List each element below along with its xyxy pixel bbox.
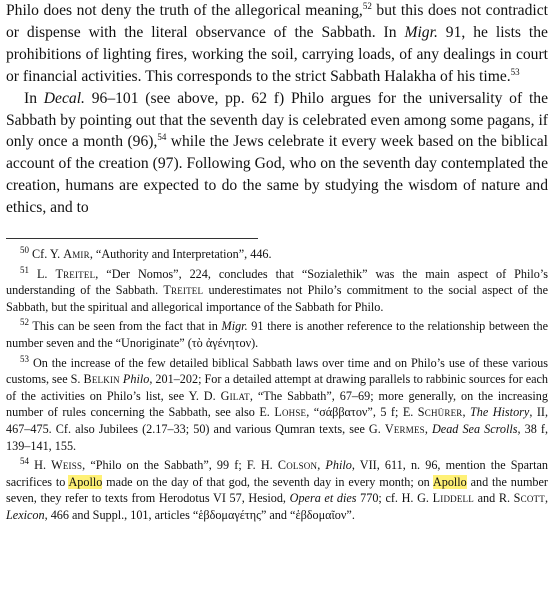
text-run: 91, he lists the prohibitions of lighting fires, working the soil, carrying loads, of any dealings in court or financial activities. This corresponds to the strict Sabbath Halakha of his time.	[6, 23, 548, 85]
text-run: , 38 f, 139–141, 155.	[6, 422, 549, 453]
text-run: , “Philo on the Sabbath”, 99 f; F. H.	[82, 458, 278, 473]
footnote-number: 51	[20, 264, 29, 275]
author-name: Gilat	[220, 388, 250, 403]
author-name: Colson	[277, 458, 318, 473]
author-name: Belkin	[83, 372, 120, 387]
author-name: Weiss	[51, 458, 83, 473]
footnote-50	[6, 246, 548, 263]
text-run: , 466 and Suppl., 101, articles “ἑβδομαγέτης” and “ἑβδομαῖον”.	[44, 507, 355, 522]
text-run: , “Authority and Interpretation”, 446.	[89, 247, 272, 262]
text-run: , VII, 611, n. 96, mention the Spartan sacrifices to	[6, 458, 548, 489]
footnote-ref-53[interactable]: 53	[510, 66, 520, 77]
text-run: In	[24, 89, 44, 107]
footnote-number: 50	[20, 245, 29, 255]
footnote-51	[6, 266, 548, 316]
text-run: and R.	[473, 491, 514, 506]
text-run: , II, 467–475. Cf. also Jubilees (2.17–33; 50) and various Qumran texts, see G.	[6, 405, 548, 436]
search-highlight[interactable]: Apollo	[432, 474, 467, 489]
text-run: 96–101 (see above, pp. 62 f) Philo argues for the universality of the Sabbath by pointing out that the seventh day is celebrated even among some pagans, if only once a month (96),	[6, 89, 548, 151]
footnotes	[6, 246, 548, 524]
author-name: Vermes	[384, 422, 425, 436]
text-run: L.	[29, 266, 56, 281]
author-name: Liddell	[432, 491, 474, 506]
footnote-ref-54[interactable]: 54	[157, 132, 167, 143]
main-text	[6, 0, 548, 219]
author-name: Lohse	[274, 405, 307, 420]
footnote-54	[6, 457, 548, 523]
author-name: Schürer	[417, 405, 463, 420]
text-run: 91 there is another reference to the relationship between the number seven and the “Unoriginate” (τὸ ἀγένητον).	[6, 319, 548, 351]
footnote-ref-52[interactable]: 52	[362, 0, 372, 11]
work-title: Migr.	[221, 319, 248, 334]
work-title: Philo	[122, 372, 150, 387]
work-title: Dead Sea Scrolls	[431, 422, 518, 436]
text-run: but this does not contradict or dispense with the literal observance of the Sabbath. In	[6, 2, 548, 41]
text-run: , “Der Nomos”, 224, concludes that “Sozialethik” was the main aspect of Philo’s understanding of the Sabbath.	[6, 266, 548, 298]
footnote-52	[6, 318, 548, 351]
author-name: Treitel	[163, 283, 204, 298]
text-run: ,	[544, 491, 548, 506]
work-title: The History	[470, 405, 530, 420]
text-run: On the increase of the few detailed biblical Sabbath laws over time and on Philo’s use of these various customs, see S.	[6, 355, 548, 387]
text-run: while the Jews celebrate it every week based on the biblical account of the creation (97). Following God, who on the seventh day contemplated the creation, humans are expected to do the same by studying the wisdom of nature and ethics, and to	[6, 133, 548, 217]
work-title: Lexicon	[6, 507, 45, 522]
text-run: made on the day of that god, the seventh day in every month; on	[102, 474, 433, 489]
text-run: ,	[424, 422, 432, 436]
text-run: , 201–202; For a detailed attempt at drawing parallels to rabbinic sources for each of the activities on Philo’s list, see Y. D.	[6, 372, 549, 403]
text-run: Cf. Y.	[29, 247, 64, 262]
work-title: Opera et dies	[289, 491, 357, 506]
author-name: Treitel	[55, 266, 96, 281]
text-run: ,	[462, 405, 470, 420]
footnote-number: 53	[20, 353, 29, 364]
work-title: Philo	[325, 458, 352, 473]
search-highlight[interactable]: Apollo	[68, 474, 103, 489]
footnote-number: 54	[20, 456, 29, 467]
author-name: Amir	[63, 247, 90, 262]
text-run: 770; cf. H. G.	[356, 491, 433, 506]
work-title: Decal.	[43, 89, 85, 107]
author-name: Scott	[513, 491, 545, 506]
footnote-number: 52	[20, 317, 29, 328]
text-run: Philo does not deny the truth of the allegorical meaning,	[6, 2, 363, 19]
paragraph-1	[6, 0, 548, 88]
text-run: ,	[317, 458, 326, 473]
paragraph-2	[6, 88, 548, 219]
text-run: , “The Sabbath”, 67–69; more generally, on the increasing number of rules concerning the Sabbath, see also E.	[6, 388, 548, 420]
text-run: , “σάββατον”, 5 f; E.	[306, 405, 418, 420]
footnote-53	[6, 355, 548, 455]
text-run: underestimates not Philo’s commitment to the social aspect of the Sabbath, but the spiritual and allegorical importance of the Sabbath for Philo.	[6, 283, 549, 314]
text-run: This can be seen from the fact that in	[29, 319, 222, 334]
work-title: Migr.	[404, 23, 438, 41]
footnote-separator	[6, 238, 258, 239]
text-run: H.	[29, 458, 52, 473]
text-run: and the number seven, they refer to texts from Herodotus VI 57, Hesiod,	[6, 474, 548, 506]
